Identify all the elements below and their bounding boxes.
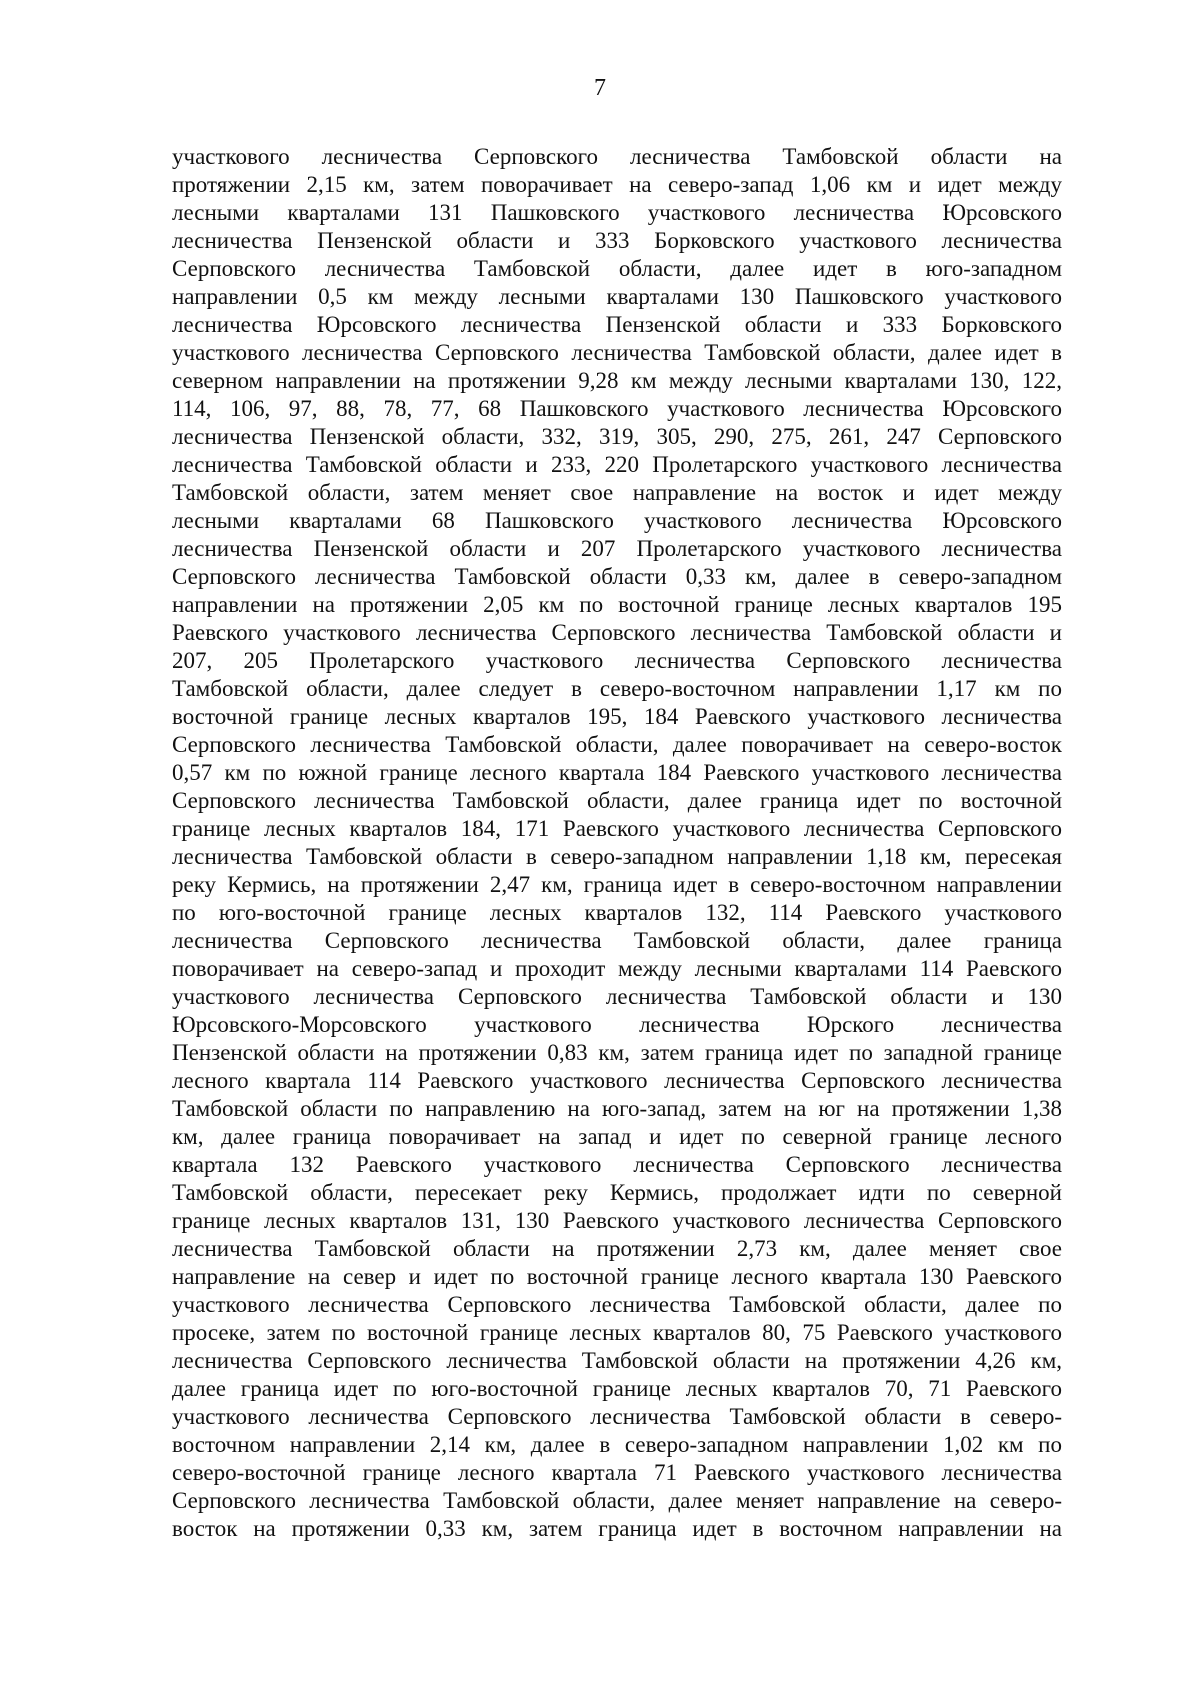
text-line: направлении на протяжении 2,05 км по восточной границе лесных кварталов 195 xyxy=(172,592,1062,617)
text-line: лесничества Юрсовского лесничества Пензенской области и 333 Борковского xyxy=(172,312,1062,337)
text-line: Тамбовской области, затем меняет свое направление на восток и идет между xyxy=(172,480,1062,505)
text-line: Серповского лесничества Тамбовской области 0,33 км, далее в северо-западном xyxy=(172,564,1062,589)
text-line: Серповского лесничества Тамбовской области, далее меняет направление на северо- xyxy=(172,1488,1062,1513)
document-body xyxy=(172,143,1062,1543)
text-line: далее граница идет по юго-восточной границе лесных кварталов 70, 71 Раевского xyxy=(172,1376,1062,1401)
text-line: поворачивает на северо-запад и проходит между лесными кварталами 114 Раевского xyxy=(172,956,1062,981)
text-line: просеке, затем по восточной границе лесных кварталов 80, 75 Раевского участкового xyxy=(172,1320,1062,1345)
text-line: участкового лесничества Серповского лесничества Тамбовской области в северо- xyxy=(172,1404,1062,1429)
text-line: лесничества Серповского лесничества Тамбовской области, далее граница xyxy=(172,928,1062,953)
text-line: лесничества Тамбовской области на протяжении 2,73 км, далее меняет свое xyxy=(172,1236,1062,1261)
text-line: границе лесных кварталов 131, 130 Раевского участкового лесничества Серповского xyxy=(172,1208,1062,1233)
text-line: Юрсовского-Морсовского участкового лесничества Юрского лесничества xyxy=(172,1012,1062,1037)
text-line: направлении 0,5 км между лесными кварталами 130 Пашковского участкового xyxy=(172,284,1062,309)
text-line: км, далее граница поворачивает на запад и идет по северной границе лесного xyxy=(172,1124,1062,1149)
text-line: восток на протяжении 0,33 км, затем граница идет в восточном направлении на xyxy=(172,1516,1062,1541)
text-line: участкового лесничества Серповского лесничества Тамбовской области и 130 xyxy=(172,984,1062,1009)
text-line: по юго-восточной границе лесных кварталов 132, 114 Раевского участкового xyxy=(172,900,1062,925)
text-line: лесничества Пензенской области, 332, 319, 305, 290, 275, 261, 247 Серповского xyxy=(172,424,1062,449)
text-line: восточном направлении 2,14 км, далее в северо-западном направлении 1,02 км по xyxy=(172,1432,1062,1457)
text-line: лесными кварталами 68 Пашковского участкового лесничества Юрсовского xyxy=(172,508,1062,533)
text-line: квартала 132 Раевского участкового лесничества Серповского лесничества xyxy=(172,1152,1062,1177)
text-line: лесничества Тамбовской области в северо-западном направлении 1,18 км, пересекая xyxy=(172,844,1062,869)
text-line: границе лесных кварталов 184, 171 Раевского участкового лесничества Серповского xyxy=(172,816,1062,841)
text-line: реку Кермись, на протяжении 2,47 км, граница идет в северо-восточном направлении xyxy=(172,872,1062,897)
text-line: направление на север и идет по восточной границе лесного квартала 130 Раевского xyxy=(172,1264,1062,1289)
text-line: Тамбовской области, далее следует в северо-восточном направлении 1,17 км по xyxy=(172,676,1062,701)
text-line: лесничества Тамбовской области и 233, 220 Пролетарского участкового лесничества xyxy=(172,452,1062,477)
text-line: лесничества Пензенской области и 207 Пролетарского участкового лесничества xyxy=(172,536,1062,561)
text-line: Пензенской области на протяжении 0,83 км, затем граница идет по западной границе xyxy=(172,1040,1062,1065)
text-line: лесничества Серповского лесничества Тамбовской области на протяжении 4,26 км, xyxy=(172,1348,1062,1373)
text-line: участкового лесничества Серповского лесничества Тамбовской области, далее идет в xyxy=(172,340,1062,365)
text-line: участкового лесничества Серповского лесничества Тамбовской области на xyxy=(172,144,1062,169)
text-line: протяжении 2,15 км, затем поворачивает на северо-запад 1,06 км и идет между xyxy=(172,172,1062,197)
text-line: 114, 106, 97, 88, 78, 77, 68 Пашковского участкового лесничества Юрсовского xyxy=(172,396,1062,421)
text-line: Серповского лесничества Тамбовской области, далее поворачивает на северо-восток xyxy=(172,732,1062,757)
text-line: 207, 205 Пролетарского участкового лесничества Серповского лесничества xyxy=(172,648,1062,673)
text-line: Тамбовской области по направлению на юго-запад, затем на юг на протяжении 1,38 xyxy=(172,1096,1062,1121)
text-line: восточной границе лесных кварталов 195, 184 Раевского участкового лесничества xyxy=(172,704,1062,729)
page-number: 7 xyxy=(594,75,606,101)
text-line: северо-восточной границе лесного квартала 71 Раевского участкового лесничества xyxy=(172,1460,1062,1485)
text-line: лесного квартала 114 Раевского участкового лесничества Серповского лесничества xyxy=(172,1068,1062,1093)
text-line: Серповского лесничества Тамбовской области, далее идет в юго-западном xyxy=(172,256,1062,281)
text-line: Серповского лесничества Тамбовской области, далее граница идет по восточной xyxy=(172,788,1062,813)
text-line: участкового лесничества Серповского лесничества Тамбовской области, далее по xyxy=(172,1292,1062,1317)
text-line: Тамбовской области, пересекает реку Кермись, продолжает идти по северной xyxy=(172,1180,1062,1205)
text-line: лесными кварталами 131 Пашковского участкового лесничества Юрсовского xyxy=(172,200,1062,225)
text-line: северном направлении на протяжении 9,28 км между лесными кварталами 130, 122, xyxy=(172,368,1062,393)
text-line: лесничества Пензенской области и 333 Борковского участкового лесничества xyxy=(172,228,1062,253)
text-line: Раевского участкового лесничества Серповского лесничества Тамбовской области и xyxy=(172,620,1062,645)
text-line: 0,57 км по южной границе лесного квартала 184 Раевского участкового лесничества xyxy=(172,760,1062,785)
